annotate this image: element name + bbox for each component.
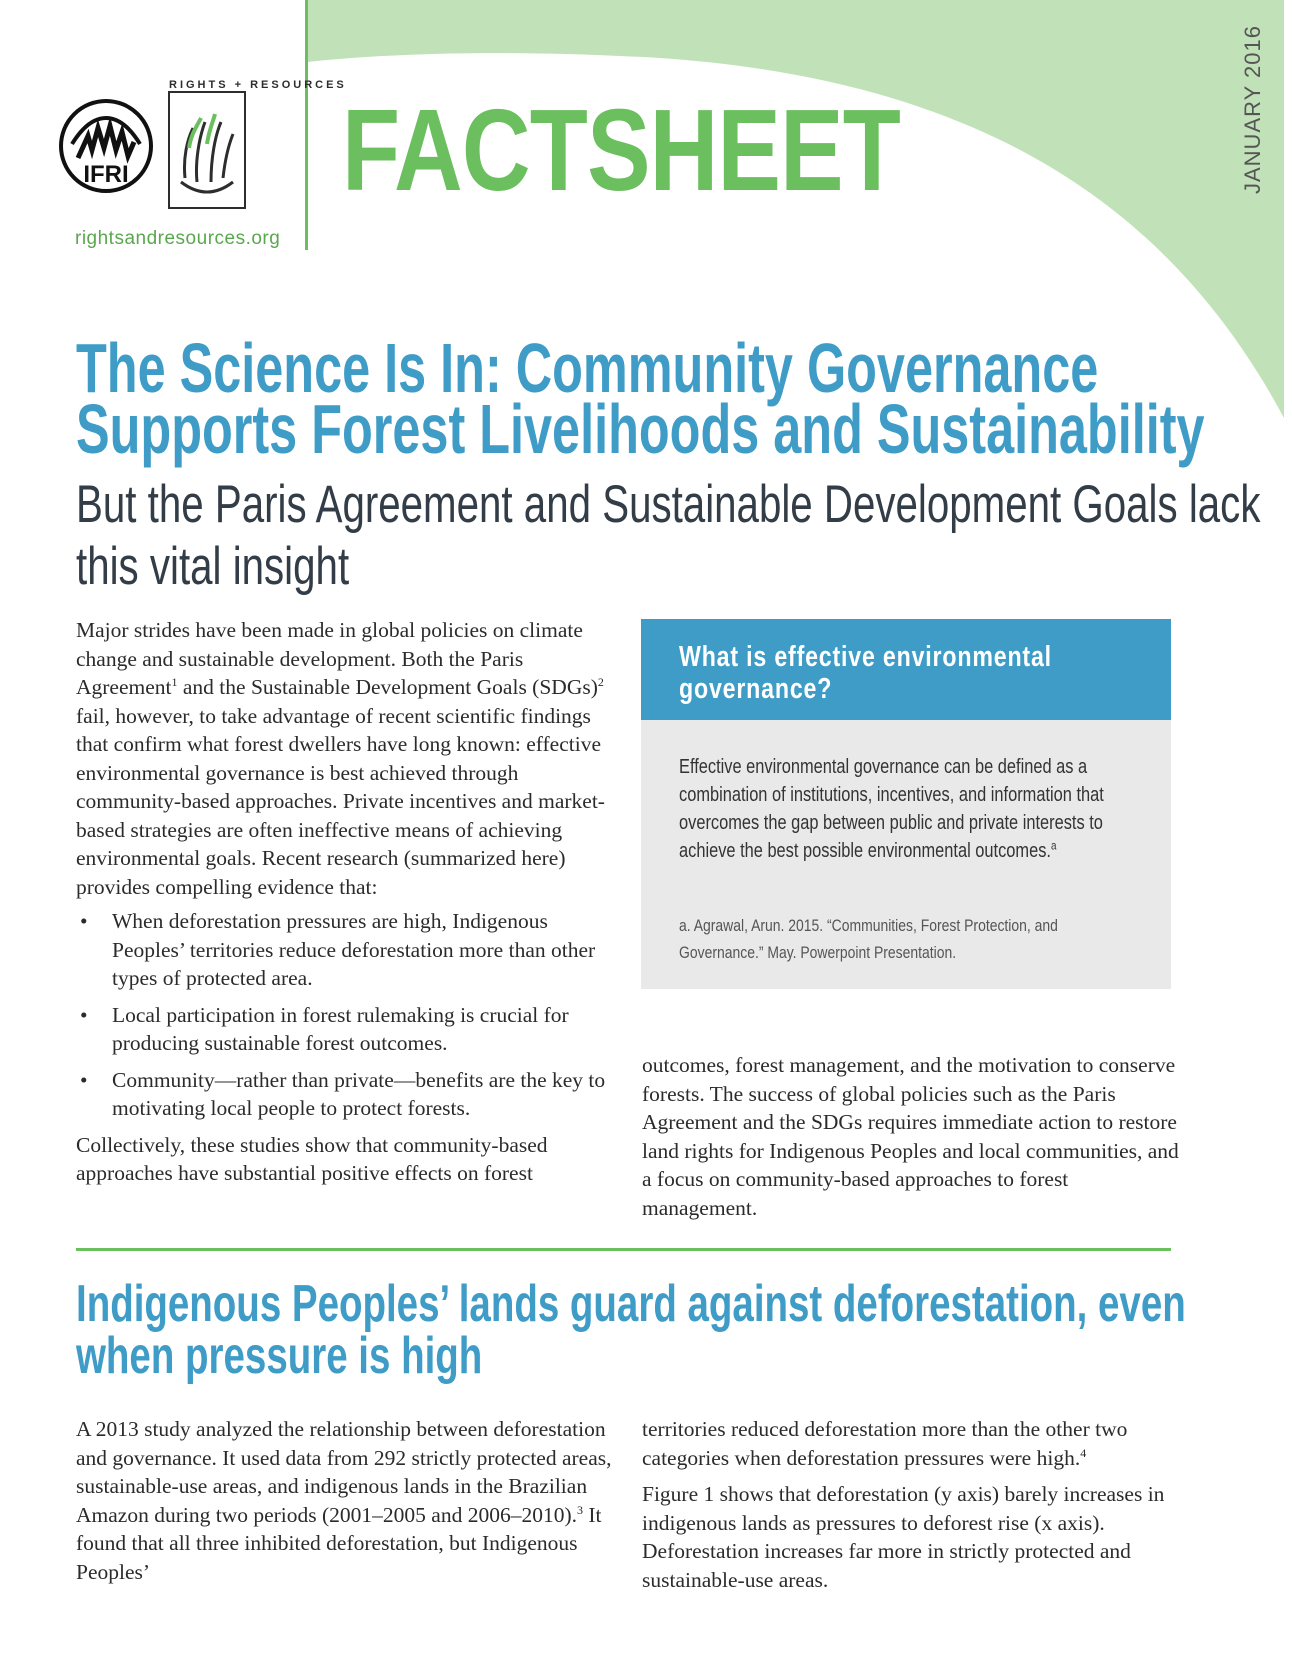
header-divider [305, 0, 308, 250]
rights-resources-logo [167, 78, 347, 210]
sidebar-box-header [641, 619, 1171, 720]
bullet-icon: • [80, 909, 88, 933]
page-title-line-1: The Science Is In: Community Governance [76, 329, 1099, 407]
list-item: • Community—rather than private—benefits are the key to motivating local people to protect forests. [80, 1067, 606, 1120]
sidebar-box-definition: Effective environmental governance can be defined as a combination of institutions, incentives, and information that overcomes the gap between public and private interests to achieve the best possible environmental outcomes.$^a$ [679, 756, 1104, 862]
intro-left-column [76, 616, 616, 1188]
issue-date: JANUARY 2016 [1240, 25, 1265, 194]
closing-paragraph-end: outcomes, forest management, and the motivation to conserve forests. The success of global policies such as the Paris Agreement and the SDGs requires immediate action to restore land rights for Indigenous Peoples and local communities, and a focus on community-based approaches to forest management. [642, 1053, 1179, 1220]
list-item: • When deforestation pressures are high, Indigenous Peoples’ territories reduce deforestation more than other types of protected area. [80, 909, 596, 990]
closing-paragraph-start: Collectively, these studies show that community-based approaches have substantial positive effects on forest [76, 1132, 548, 1185]
rights-resources-logo-text: RIGHTS + RESOURCES [169, 79, 347, 91]
page-subtitle-line-2: this vital insight [76, 537, 350, 596]
study-paragraph: A 2013 study analyzed the relationship between deforestation and governance. It used data from 292 strictly protected areas, sustainable-use areas, and indigenous lands in the Brazilian Amazon during two periods (2001–2005 and 2006–2010).$^3$ It found that all three inhibited deforestation, but Indigenous Peoples’ [76, 1417, 612, 1584]
bullet-icon: • [80, 1002, 88, 1027]
section-left-column [76, 1415, 616, 1586]
ifri-logo [58, 98, 154, 194]
section-heading: Indigenous Peoples’ lands guard against deforestation, even when pressure is high [76, 1275, 1186, 1385]
footnote-ref-4[interactable]: 4 [1080, 1445, 1087, 1460]
page-title [76, 329, 1228, 468]
footnote-ref-a[interactable]: a [1050, 838, 1057, 853]
figure-description: Figure 1 shows that deforestation (y axis) barely increases in indigenous lands as pressures to deforest rise (x axis). Deforestation increases far more in strictly protected and sustainable-use areas. [642, 1482, 1165, 1592]
section-divider [76, 1248, 1171, 1251]
footnote-ref-2[interactable]: 2 [597, 674, 604, 689]
page-title-line-2: Supports Forest Livelihoods and Sustainability [76, 390, 1205, 468]
footnote-ref-1[interactable]: 1 [171, 674, 178, 689]
bullet-icon: • [80, 1067, 88, 1092]
intro-right-column [642, 1051, 1182, 1222]
factsheet-label: FACTSHEET [342, 85, 901, 215]
page-subtitle [76, 474, 1292, 598]
page-subtitle-line-1: But the Paris Agreement and Sustainable Development Goals lack [76, 475, 1261, 534]
findings-list [76, 907, 616, 1123]
footnote-ref-3[interactable]: 3 [577, 1502, 583, 1517]
sidebar-box-heading: What is effective environmental governance? [679, 641, 1052, 705]
list-item: • Local participation in forest rulemaking is crucial for producing sustainable forest outcomes. [80, 1002, 569, 1055]
ifri-logo-text: IFRI [83, 161, 129, 188]
sidebar-box-footnote: a. Agrawal, Arun. 2015. “Communities, Forest Protection, and Governance.” May. Powerpoint Presentation. [679, 916, 1058, 962]
section-right-column [642, 1415, 1182, 1602]
study-paragraph-continued: territories reduced deforestation more than the other two categories when deforestation pressures were high.$^4$ [642, 1417, 1128, 1470]
intro-paragraph: Major strides have been made in global policies on climate change and sustainable development. Both the Paris Agreement$^1$ and the Sustainable Development Goals (SDGs)$^2$ fail, however, to take advantage of recent scientific findings that confirm what forest dwellers have long known: effective environmental governance is best achieved through community-based approaches. Private incentives and market-based strategies are often ineffective means of achieving environmental goals. Recent research (summarized here) provides compelling evidence that: [76, 618, 605, 899]
website-url: rightsandresources.org [75, 228, 281, 249]
sidebar-box-body [641, 720, 1171, 989]
